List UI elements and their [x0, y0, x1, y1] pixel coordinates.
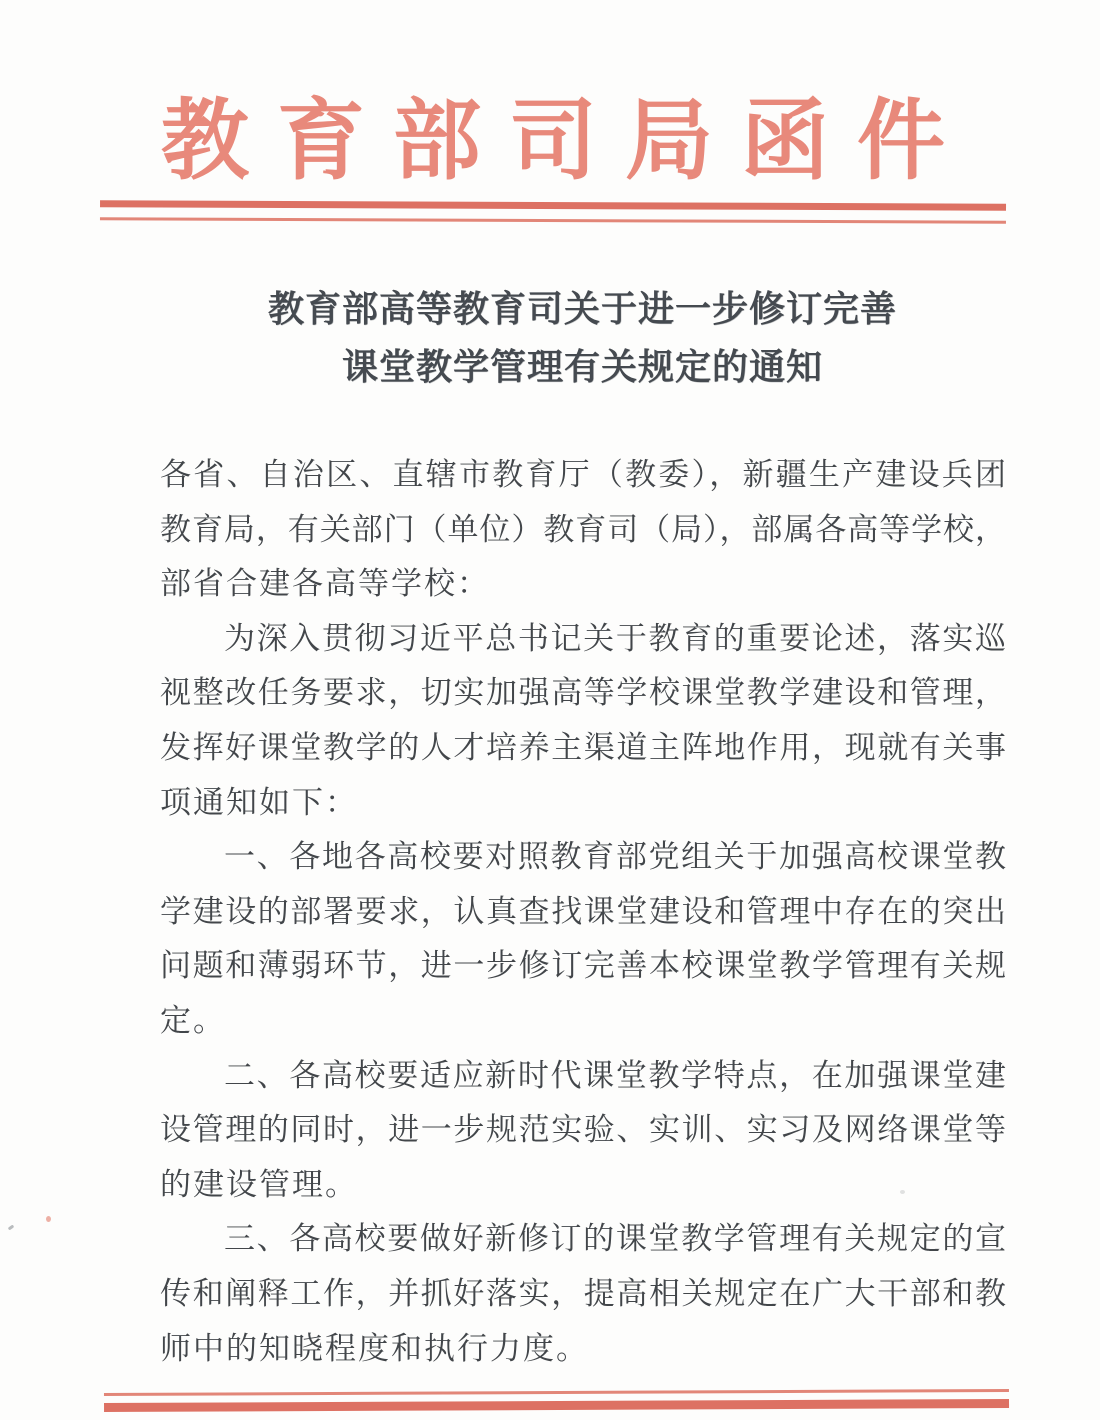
body-line: 部省合建各高等学校： — [160, 566, 490, 602]
body-line: 教育局，有关部门（单位）教育司（局），部属各高等学校， — [160, 511, 1006, 547]
scan-speck — [8, 1225, 15, 1231]
letterhead-title: 教育部司局函件 — [160, 94, 973, 191]
body-line: 视整改任务要求，切实加强高等学校课堂教学建设和管理， — [160, 675, 1006, 711]
body-line: 问题和薄弱环节，进一步修订完善本校课堂教学管理有关规 — [160, 948, 1006, 984]
body-line: 定。 — [160, 1002, 226, 1038]
scan-speck — [46, 1216, 51, 1222]
body-line: 的建设管理。 — [160, 1166, 358, 1202]
document-title-line1: 教育部高等教育司关于进一步修订完善 — [267, 289, 897, 329]
body-line: 发挥好课堂教学的人才培养主渠道主阵地作用，现就有关事 — [160, 729, 1006, 765]
document-title — [160, 280, 1005, 396]
body-line: 设管理的同时，进一步规范实验、实训、实习及网络课堂等 — [160, 1112, 1006, 1148]
body-line: 传和阐释工作，并抓好落实，提高相关规定在广大干部和教 — [160, 1275, 1006, 1311]
letterhead-rule-bottom — [104, 1389, 1009, 1412]
document-body — [160, 448, 1006, 1376]
document-title-line2: 课堂教学管理有关规定的通知 — [341, 347, 823, 387]
letterhead-rule-top — [100, 200, 1006, 223]
body-line: 为深入贯彻习近平总书记关于教育的重要论述，落实巡 — [224, 620, 1006, 656]
body-line: 各省、自治区、直辖市教育厅（教委），新疆生产建设兵团 — [160, 457, 1006, 492]
body-line: 一、各地各高校要对照教育部党组关于加强高校课堂教 — [224, 839, 1006, 875]
scan-speck — [900, 1190, 905, 1194]
body-line: 项通知如下： — [160, 784, 358, 820]
body-line: 师中的知晓程度和执行力度。 — [160, 1330, 589, 1366]
body-line: 学建设的部署要求，认真查找课堂建设和管理中存在的突出 — [160, 893, 1006, 929]
body-line: 三、各高校要做好新修订的课堂教学管理有关规定的宣 — [224, 1221, 1006, 1257]
body-line: 二、各高校要适应新时代课堂教学特点，在加强课堂建 — [224, 1057, 1006, 1093]
